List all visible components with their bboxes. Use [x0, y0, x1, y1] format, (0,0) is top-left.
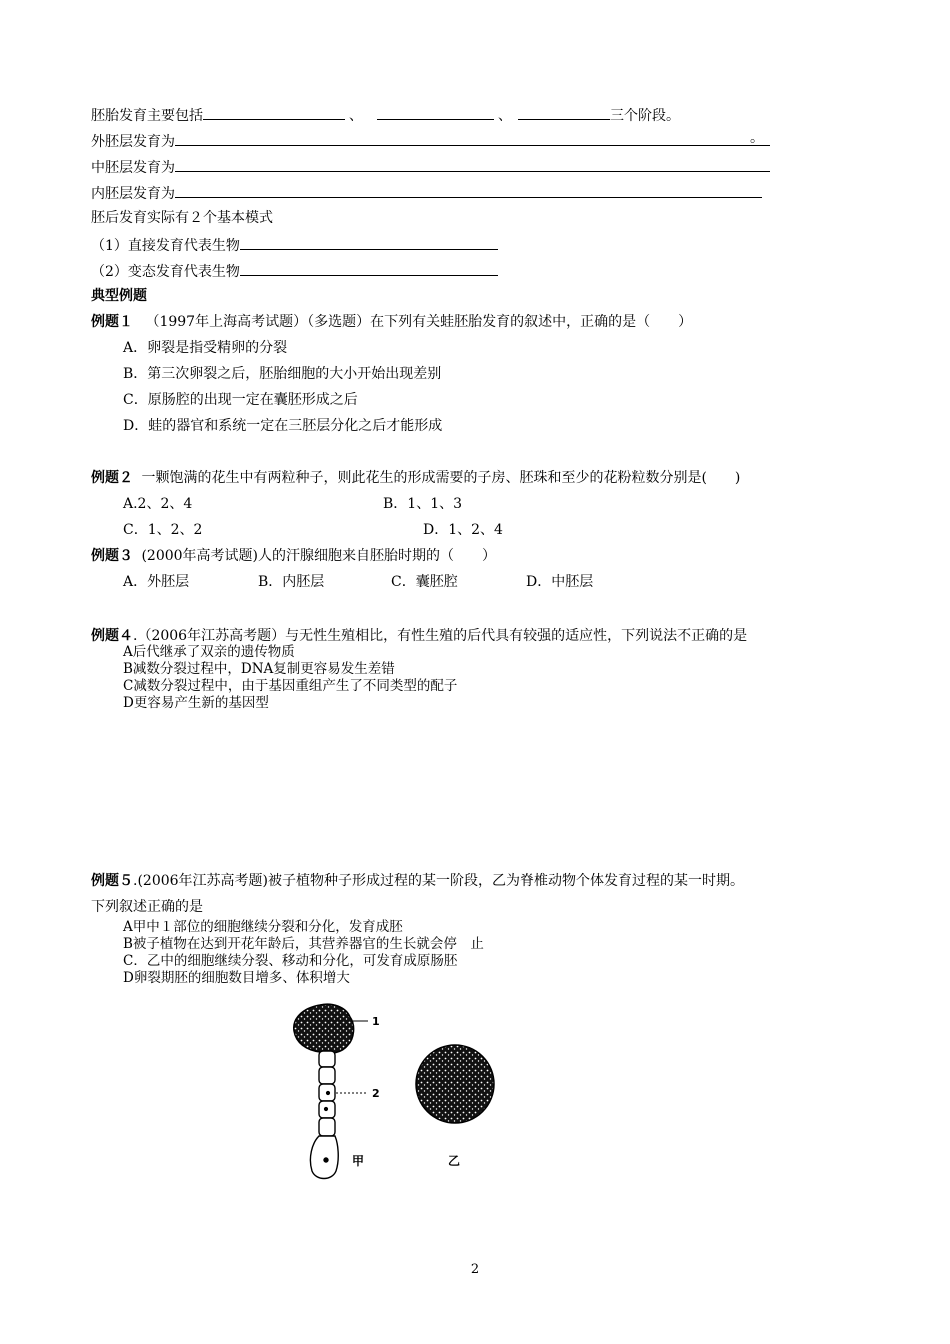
- q2-option-b: B．1、1、3: [383, 496, 463, 512]
- q4-stem-line: [91, 627, 747, 645]
- q2-option-d: D．1、2、4: [423, 522, 503, 538]
- embryo-figure-svg: [288, 1003, 498, 1188]
- q1-label: 例题１: [91, 314, 133, 330]
- endoderm-line: [91, 183, 762, 203]
- blank-endoderm[interactable]: [175, 183, 762, 198]
- embryo-stages-line: [91, 105, 680, 125]
- q5-option-d: D卵裂期胚的细胞数目增多、体积增大: [123, 970, 350, 986]
- postembryonic-line: 胚后发育实际有２个基本模式: [91, 210, 273, 226]
- section-title: 典型例题: [91, 288, 147, 304]
- q4-option-c: C减数分裂过程中，由于基因重组产生了不同类型的配子: [123, 678, 458, 694]
- q3-option-a: A．外胚层: [123, 574, 190, 590]
- q1-stem: （1997年上海高考试题）（多选题）在下列有关蛙胚胎发育的叙述中，正确的是（ ）: [145, 314, 693, 330]
- figure-label-yi: 乙: [448, 1154, 461, 1168]
- q1-option-c: C．原肠腔的出现一定在囊胚形成之后: [123, 392, 358, 408]
- q5-stem-line-2: 下列叙述正确的是: [91, 899, 203, 915]
- q4-stem: .（2006年江苏高考题）与无性生殖相比，有性生殖的后代具有较强的适应性，下列说法不正确的是: [133, 628, 748, 644]
- q1-stem-line: [91, 313, 692, 331]
- blastula: [416, 1045, 494, 1123]
- direct-dev-label: （1）直接发育代表生物: [91, 238, 240, 254]
- q1-option-b: B．第三次卵裂之后，胚胎细胞的大小开始出现差别: [123, 366, 442, 382]
- direct-dev-line: [91, 235, 498, 255]
- q4-option-a: A后代继承了双亲的遗传物质: [123, 644, 295, 660]
- q2-stem: 一颗饱满的花生中有两粒种子，则此花生的形成需要的子房、胚珠和至少的花粉粒数分别是( ): [141, 470, 741, 486]
- metamorphosis-line: [91, 261, 498, 281]
- endoderm-label: 内胚层发育为: [91, 186, 175, 202]
- q3-option-c: C．囊胚腔: [391, 574, 458, 590]
- q3-option-b: B．内胚层: [258, 574, 325, 590]
- blank-stage-2[interactable]: [377, 105, 494, 120]
- q4-label: 例题４: [91, 628, 133, 644]
- embryo-stages-prefix: 胚胎发育主要包括: [91, 108, 203, 124]
- figure-label-2: 2: [372, 1087, 380, 1100]
- figure-label-jia: 甲: [352, 1154, 365, 1168]
- suspensor: [310, 1051, 338, 1179]
- ectoderm-end: 。: [750, 130, 764, 146]
- figure-label-1: 1: [372, 1015, 380, 1028]
- embryo-stages-suffix: 三个阶段。: [610, 108, 680, 124]
- q1-option-a: A．卵裂是指受精卵的分裂: [123, 340, 288, 356]
- q2-label: 例题２: [91, 470, 133, 486]
- q3-option-d: D．中胚层: [526, 574, 594, 590]
- q2-option-a: A.2、2、4: [123, 496, 193, 512]
- q5-option-c: C．乙中的细胞继续分裂、移动和分化，可发育成原肠胚: [123, 953, 458, 969]
- page-number: 2: [470, 1262, 480, 1277]
- mesoderm-line: [91, 157, 770, 177]
- q5-stem: .(2006年江苏高考题)被子植物种子形成过程的某一阶段，乙为脊椎动物个体发育过程的某一时期。: [133, 873, 745, 889]
- metamorphosis-label: （2）变态发育代表生物: [91, 264, 240, 280]
- mesoderm-label: 中胚层发育为: [91, 160, 175, 176]
- q4-option-b: B减数分裂过程中，DNA复制更容易发生差错: [123, 661, 395, 677]
- blank-ectoderm[interactable]: [175, 131, 770, 146]
- blank-metamorphosis[interactable]: [240, 261, 498, 276]
- q5-option-a: A甲中１部位的细胞继续分裂和分化，发育成胚: [123, 919, 403, 935]
- q3-stem-line: [91, 547, 496, 565]
- q3-stem: (2000年高考试题)人的汗腺细胞来自胚胎时期的（ ）: [141, 548, 497, 564]
- q2-option-c: C．1、2、2: [123, 522, 203, 538]
- blank-mesoderm[interactable]: [175, 157, 770, 172]
- q2-stem-line: [91, 469, 740, 487]
- q5-stem-line: [91, 872, 744, 890]
- embryo-figure: [288, 1003, 498, 1188]
- ectoderm-line: [91, 131, 770, 151]
- q5-option-b: B被子植物在达到开花年龄后，其营养器官的生长就会停 止: [123, 936, 484, 952]
- q5-label: 例题５: [91, 873, 133, 889]
- q4-option-d: D更容易产生新的基因型: [123, 695, 269, 711]
- q3-label: 例题３: [91, 548, 133, 564]
- separator: 、: [349, 108, 363, 124]
- blank-stage-3[interactable]: [518, 105, 610, 120]
- blank-stage-1[interactable]: [203, 105, 345, 120]
- separator: 、: [498, 108, 512, 124]
- q1-option-d: D．蛙的器官和系统一定在三胚层分化之后才能形成: [123, 418, 443, 434]
- embryo-proper: [294, 1004, 354, 1053]
- blank-direct-dev[interactable]: [240, 235, 498, 250]
- ectoderm-label: 外胚层发育为: [91, 134, 175, 150]
